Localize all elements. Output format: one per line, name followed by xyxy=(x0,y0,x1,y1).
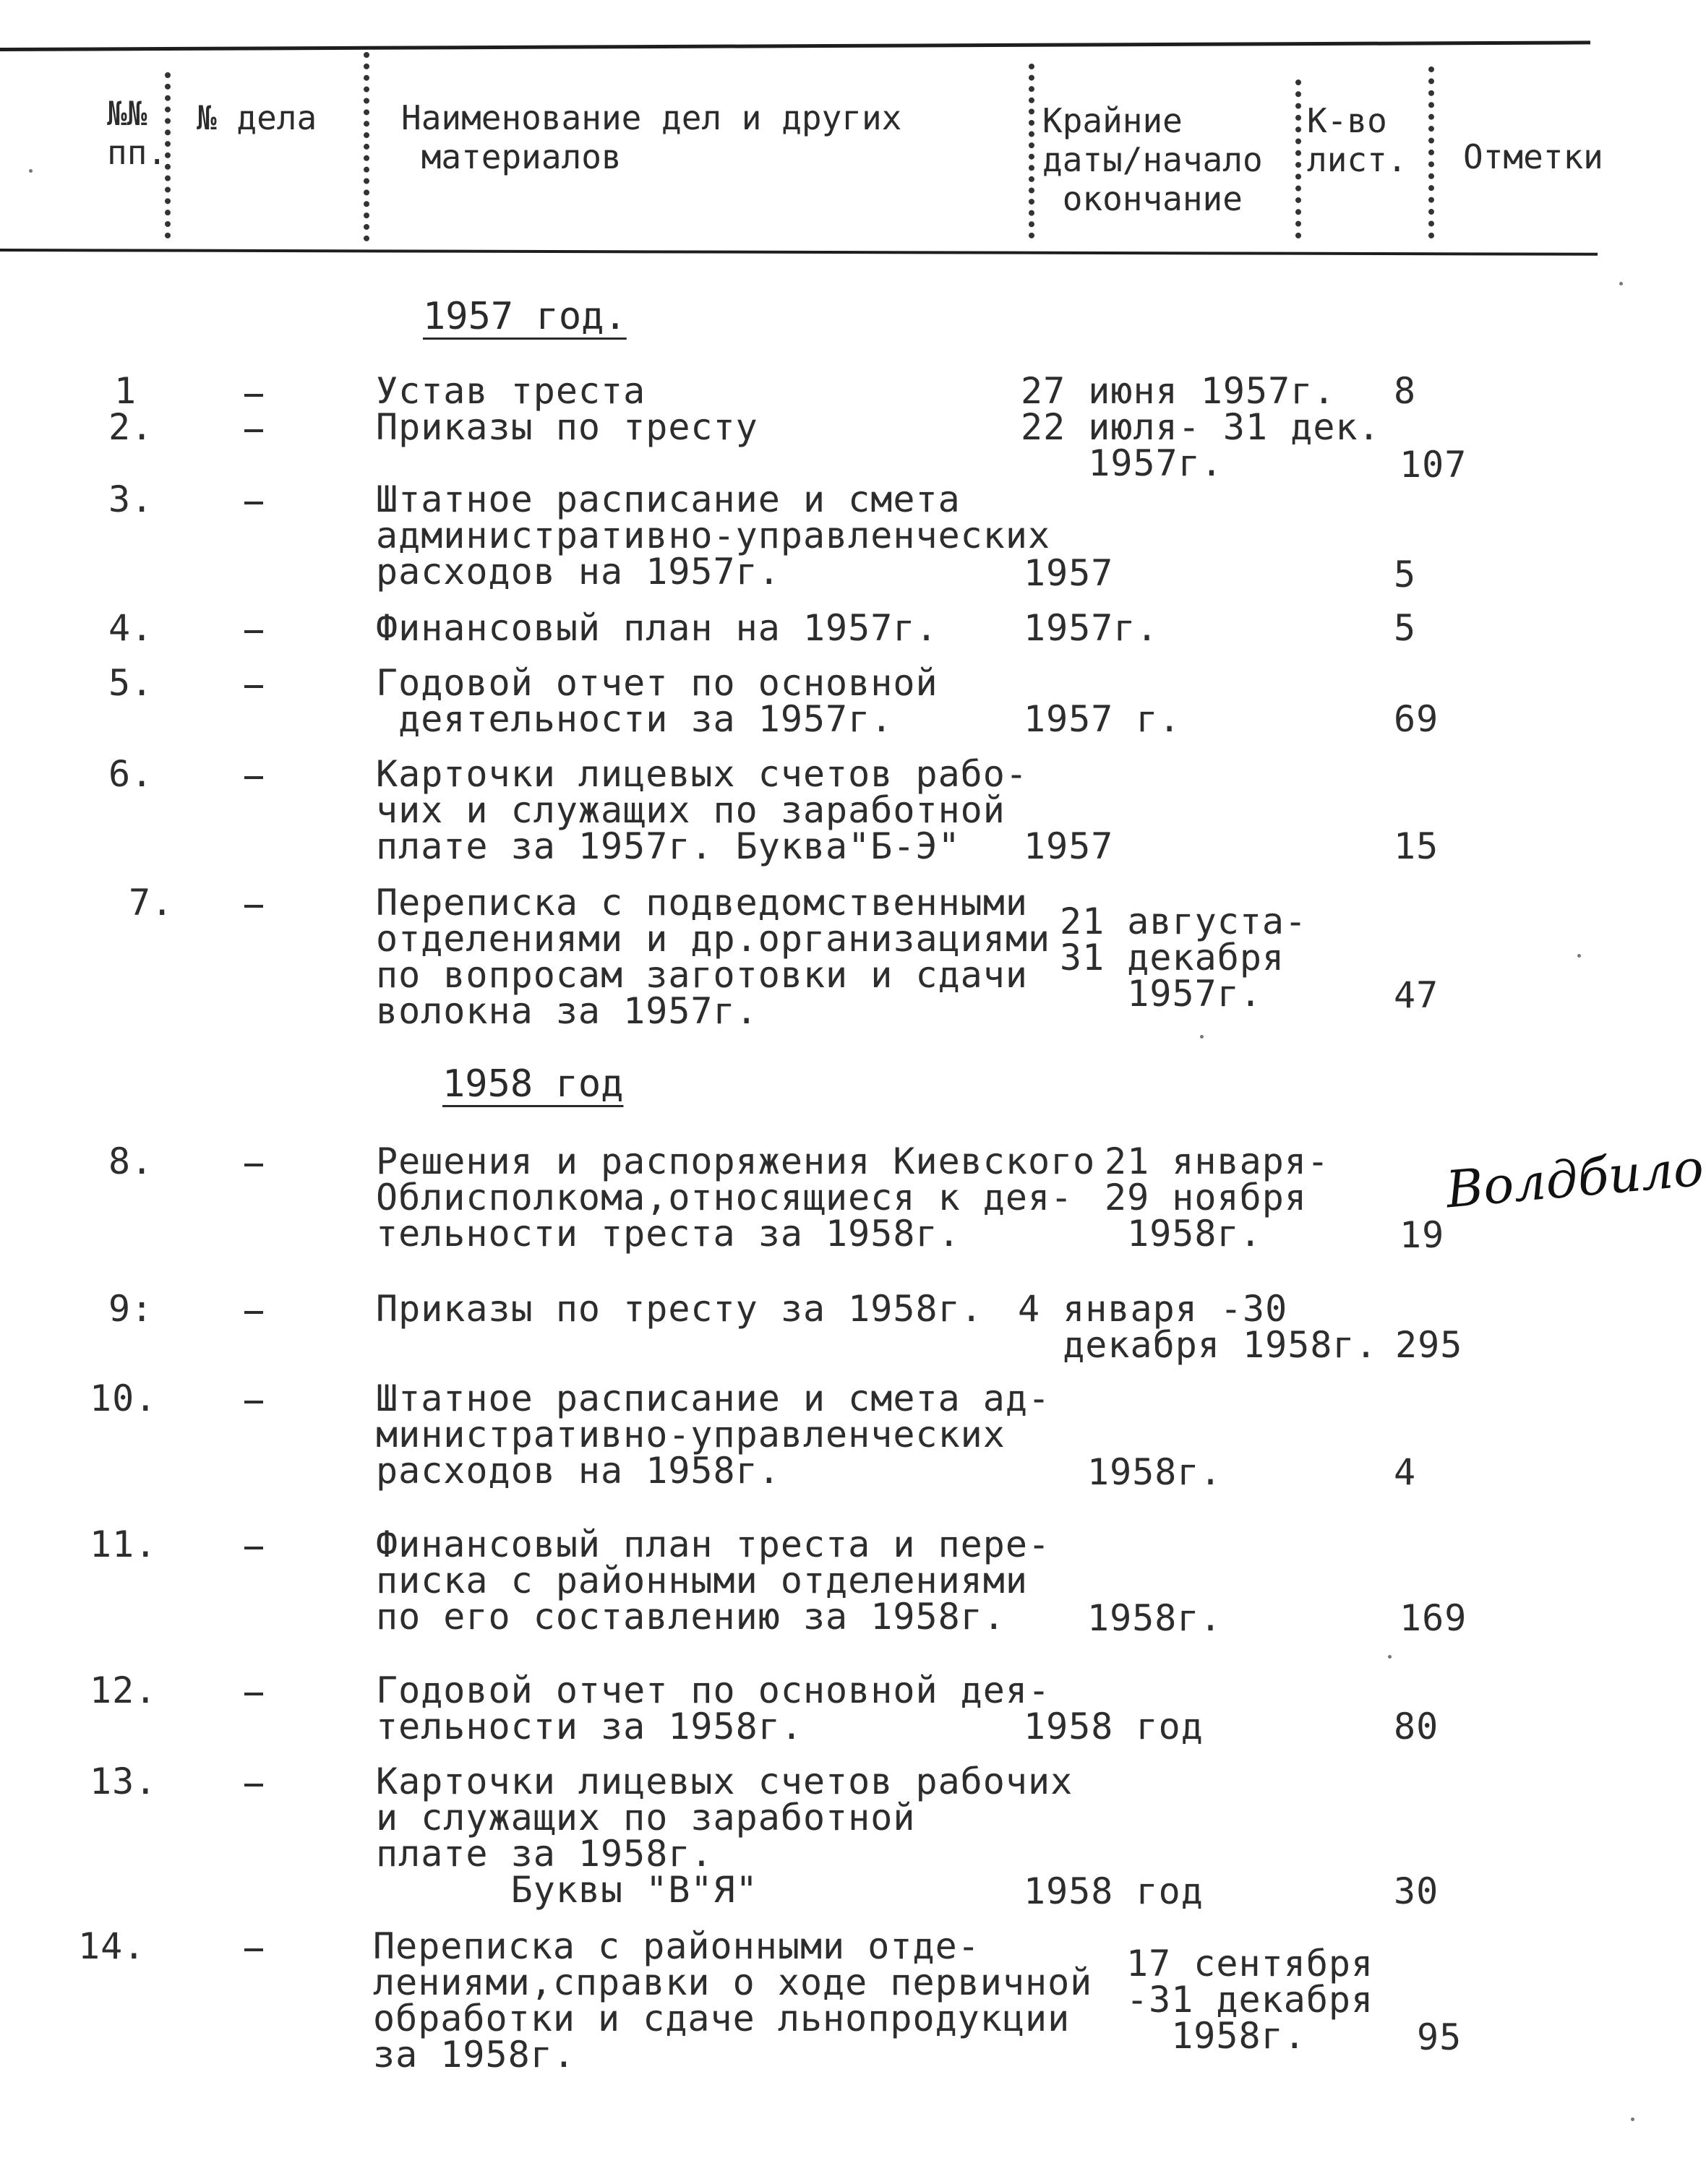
row-sheets: 169 xyxy=(1399,1597,1467,1639)
header-col-case: № дела xyxy=(197,98,317,137)
row-title: Годовой отчет по основной дея- тельности за 1958г. xyxy=(376,1669,1051,1747)
row-title: Карточки лицевых счетов рабочих и служащих по заработной плате за 1958г. Буквы "В"Я" xyxy=(376,1760,1073,1911)
row-dates: 1958 год xyxy=(1024,1870,1204,1912)
row-number: 6. xyxy=(108,753,154,795)
row-case-dash xyxy=(244,1693,263,1695)
row-dates: 1958 год xyxy=(1024,1706,1204,1747)
row-number: 5. xyxy=(108,662,154,704)
header-top-rule xyxy=(0,40,1590,51)
row-sheets: 69 xyxy=(1394,698,1439,740)
section-year-heading: 1957 год. xyxy=(423,295,627,338)
row-number: 1 xyxy=(114,370,137,412)
row-case-dash xyxy=(244,1948,263,1951)
row-title: Приказы по тресту за 1958г. xyxy=(376,1288,983,1330)
header-col-sheets: К-во лист. xyxy=(1307,101,1407,179)
row-sheets: 30 xyxy=(1394,1870,1439,1912)
header-col-notes: Отметки xyxy=(1463,137,1603,176)
row-case-dash xyxy=(244,1311,263,1314)
header-bottom-rule xyxy=(0,249,1598,256)
row-title: Карточки лицевых счетов рабо- чих и служащих по заработной плате за 1957г. Буква"Б-Э" xyxy=(376,753,1028,867)
row-dates: 4 января -30 декабря 1958г. xyxy=(1018,1288,1378,1366)
scan-speck xyxy=(1388,1655,1392,1659)
row-dates: 21 января- 29 ноября 1958г. xyxy=(1105,1140,1330,1255)
row-number: 3. xyxy=(108,478,154,520)
row-number: 9: xyxy=(108,1288,154,1330)
row-sheets: 19 xyxy=(1399,1214,1445,1256)
row-sheets: 95 xyxy=(1417,2016,1462,2058)
row-sheets: 107 xyxy=(1399,444,1467,486)
row-title: Переписка с районными отде- лениями,справки о ходе первичной обработки и сдаче льнопродукции за 1958г. xyxy=(373,1925,1093,2076)
row-dates: 1957 xyxy=(1024,552,1114,594)
row-case-dash xyxy=(244,429,263,432)
row-number: 7. xyxy=(129,882,174,924)
row-title: Штатное расписание и смета ад- министративно-управленческих расходов на 1958г. xyxy=(376,1377,1051,1492)
row-title: Переписка с подведомственными отделениями и др.организациями по вопросам заготовки и сдачи волокна за 1957г. xyxy=(376,882,1051,1032)
row-dates: 1957г. xyxy=(1024,607,1159,649)
row-case-dash xyxy=(244,1547,263,1549)
scan-speck xyxy=(1577,954,1581,958)
row-dates: 21 августа- 31 декабря 1957г. xyxy=(1060,900,1308,1015)
row-sheets: 47 xyxy=(1394,974,1439,1016)
row-sheets: 8 xyxy=(1394,370,1417,412)
row-case-dash xyxy=(244,630,263,633)
row-number: 11. xyxy=(90,1523,158,1565)
row-dates: 27 июня 1957г. xyxy=(1021,370,1336,412)
row-dates: 17 сентября -31 декабря 1958г. xyxy=(1126,1943,1374,2057)
col-separator xyxy=(364,52,369,241)
row-sheets: 80 xyxy=(1394,1706,1439,1747)
row-case-dash xyxy=(244,394,263,397)
row-case-dash xyxy=(244,1164,263,1166)
row-title: Приказы по тресту xyxy=(376,406,758,448)
row-dates: 1958г. xyxy=(1087,1597,1222,1639)
row-case-dash xyxy=(244,905,263,908)
row-number: 13. xyxy=(90,1760,158,1802)
row-number: 4. xyxy=(108,607,154,649)
row-number: 10. xyxy=(90,1377,158,1419)
row-sheets: 5 xyxy=(1394,554,1417,596)
row-dates: 22 июля- 31 дек. 1957г. xyxy=(1021,406,1381,484)
col-separator xyxy=(1428,66,1434,238)
row-number: 12. xyxy=(90,1669,158,1711)
header-col-dates: Крайние даты/начало окончание xyxy=(1042,101,1263,218)
row-title: Финансовый план на 1957г. xyxy=(376,607,938,649)
row-sheets: 295 xyxy=(1395,1324,1463,1366)
section-year-heading: 1958 год xyxy=(442,1062,624,1106)
scan-speck xyxy=(1200,1035,1204,1039)
row-number: 14. xyxy=(78,1925,146,1967)
row-sheets: 4 xyxy=(1394,1451,1417,1493)
row-title: Штатное расписание и смета административно-управленческих расходов на 1957г. xyxy=(376,478,1051,593)
scan-speck xyxy=(1619,282,1623,285)
scan-speck xyxy=(29,169,33,173)
row-sheets: 5 xyxy=(1394,607,1417,649)
header-col-number: №№ пп. xyxy=(107,94,168,172)
row-case-dash xyxy=(244,685,263,688)
scan-speck xyxy=(1631,2118,1634,2121)
row-case-dash xyxy=(244,776,263,779)
row-dates: 1957 xyxy=(1024,825,1114,867)
row-case-dash xyxy=(244,502,263,504)
col-separator xyxy=(1029,64,1034,238)
row-number: 8. xyxy=(108,1140,154,1182)
row-title: Финансовый план треста и пере- писка с районными отделениями по его составлению за 1958г. xyxy=(376,1523,1051,1638)
row-case-dash xyxy=(244,1784,263,1787)
row-dates: 1957 г. xyxy=(1024,698,1181,740)
col-separator xyxy=(1295,79,1301,238)
row-number: 2. xyxy=(108,406,154,448)
row-sheets: 15 xyxy=(1394,825,1439,867)
handwritten-signature: Волдбило xyxy=(1444,1138,1706,1220)
row-title: Решения и распоряжения Киевского Облисполкома,относящиеся к дея- тельности треста за 1958г. xyxy=(376,1140,1096,1255)
row-dates: 1958г. xyxy=(1087,1451,1222,1493)
row-title: Устав треста xyxy=(376,370,646,412)
header-col-title: Наименование дел и других материалов xyxy=(401,98,902,176)
row-title: Годовой отчет по основной деятельности за 1957г. xyxy=(376,662,938,740)
row-case-dash xyxy=(244,1401,263,1403)
